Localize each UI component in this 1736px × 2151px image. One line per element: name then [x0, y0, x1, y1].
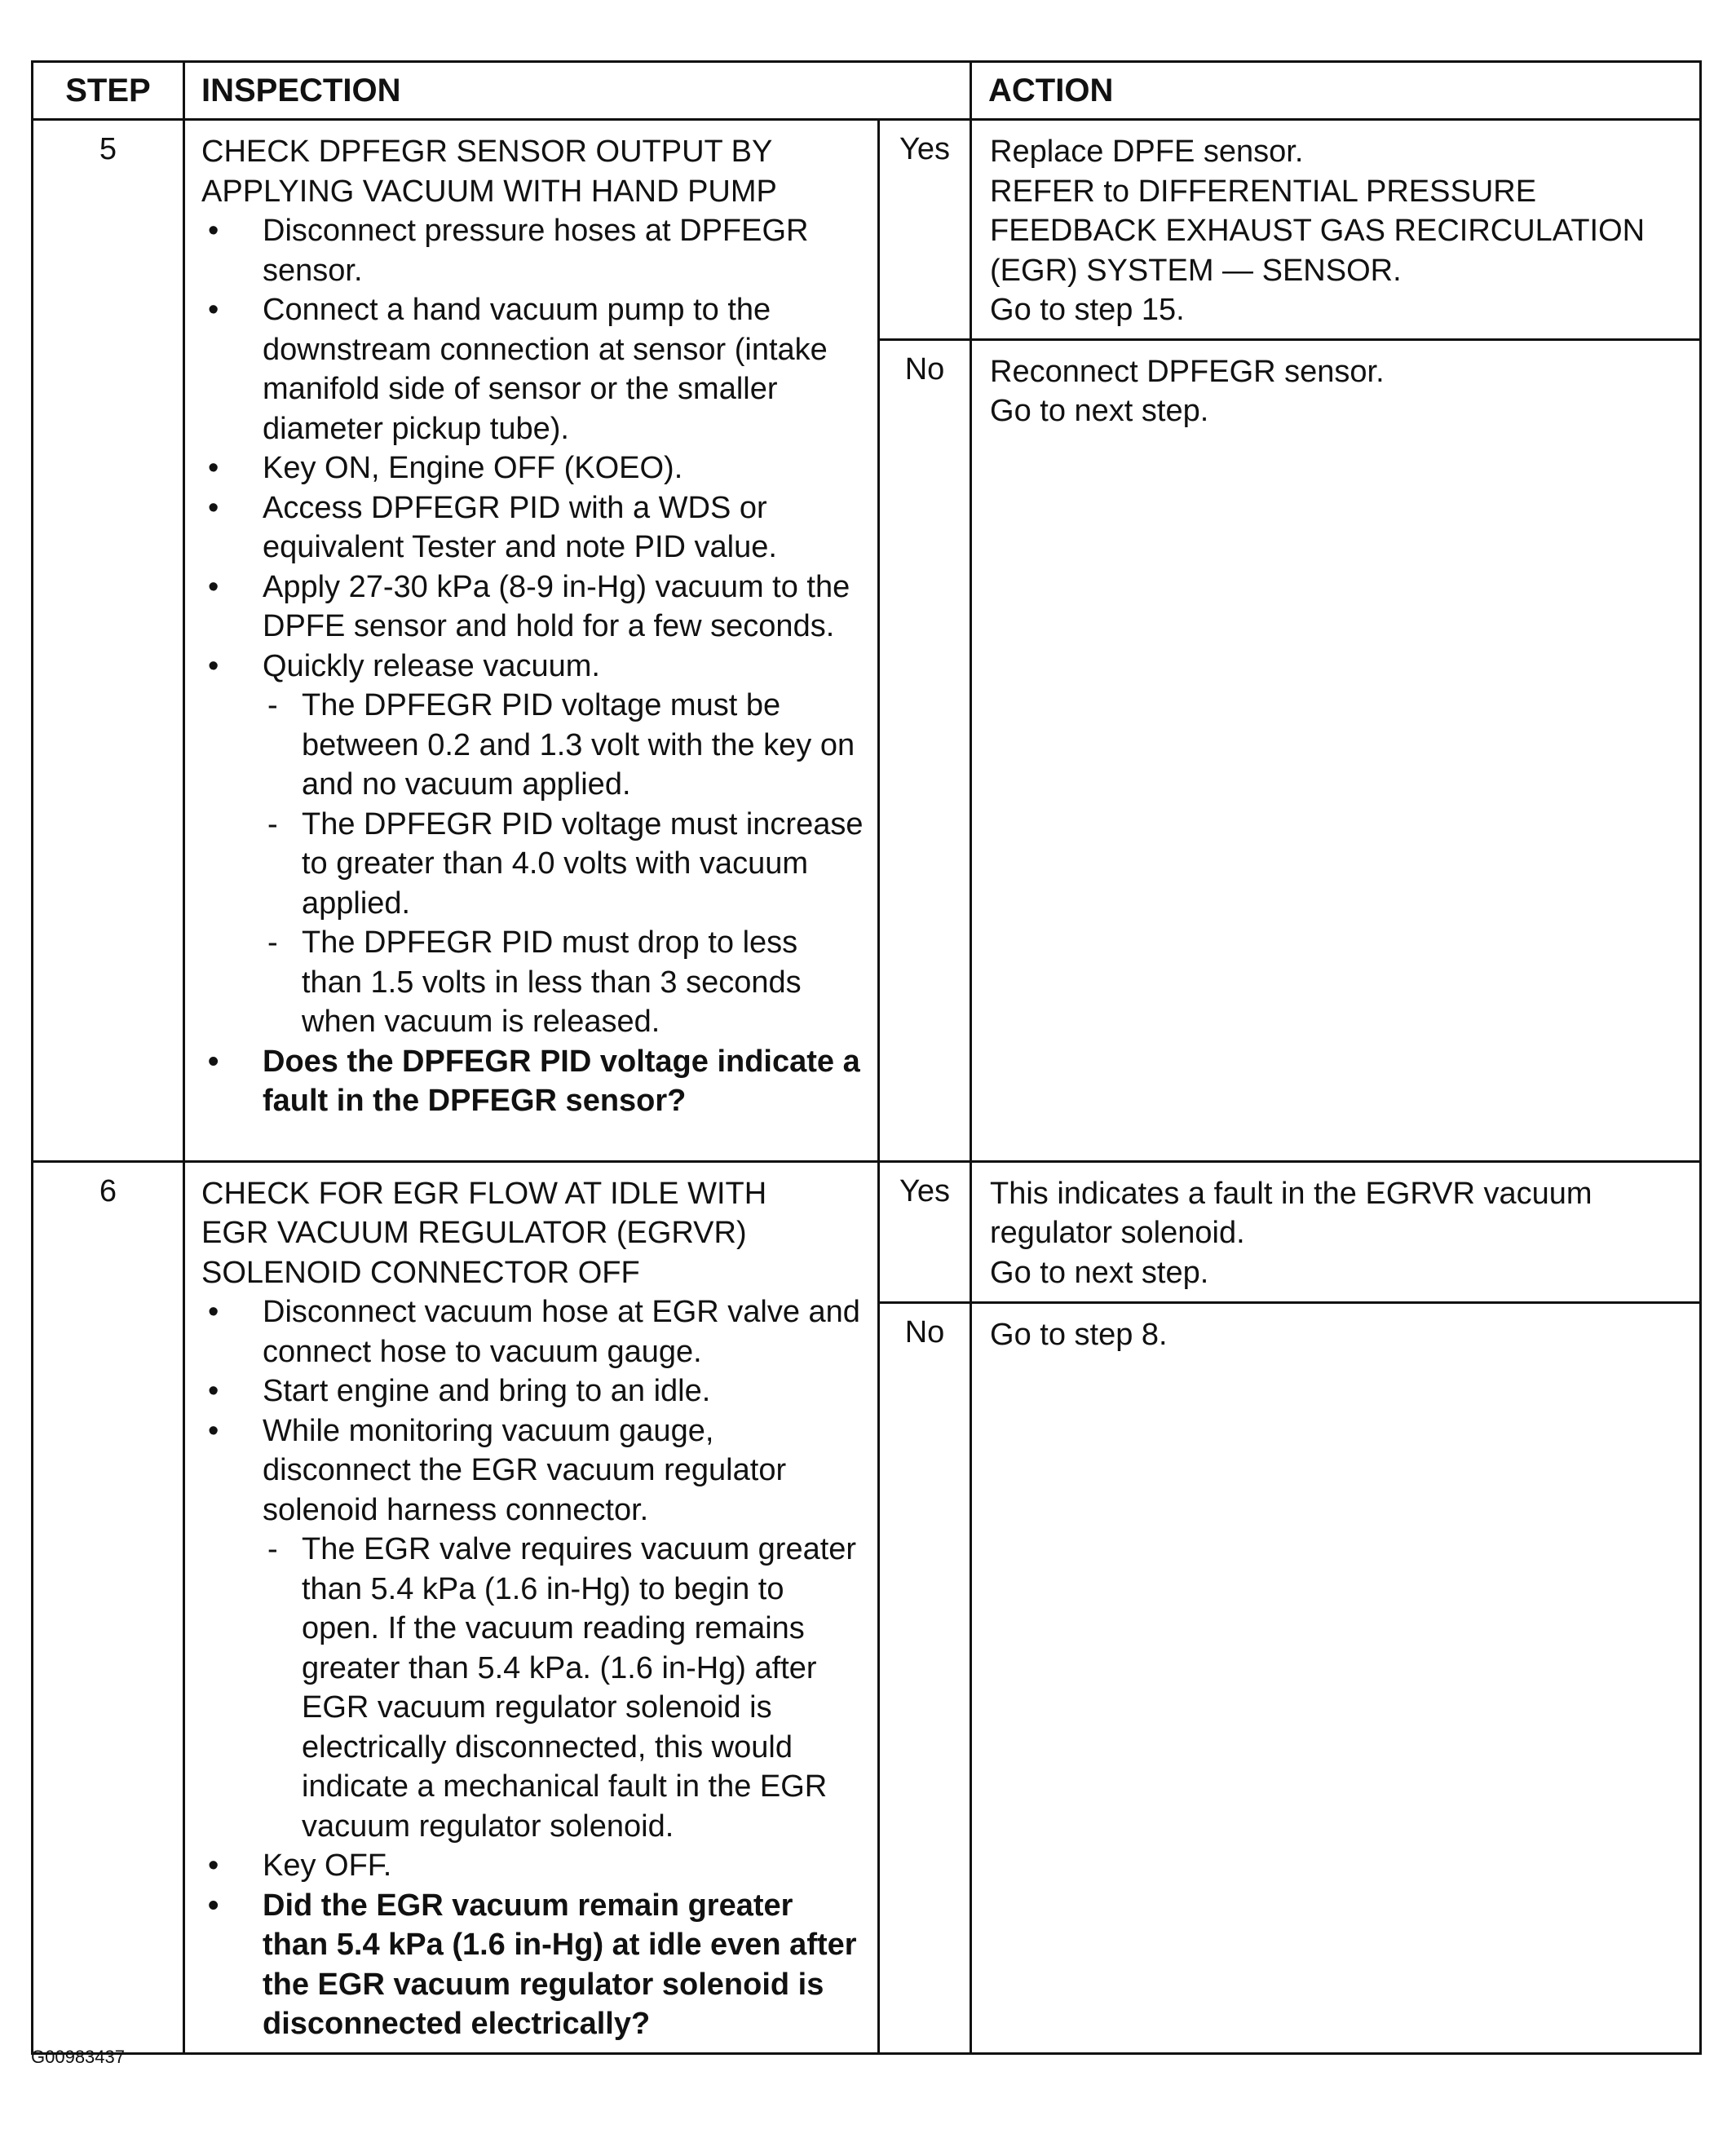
- action-line: Go to step 8.: [990, 1317, 1168, 1352]
- yes-label: Yes: [879, 120, 971, 340]
- yes-action: [971, 120, 1701, 340]
- bullet-item: [201, 1411, 866, 1847]
- inspection-question: • Does the DPFEGR PID voltage indicate a fault in the DPFEGR sensor?: [201, 1042, 866, 1121]
- sub-bullets: [263, 686, 866, 1042]
- action-line: Go to next step.: [990, 1255, 1209, 1290]
- bullet-text: While monitoring vacuum gauge, disconnect the EGR vacuum regulator solenoid harness connector.: [263, 1413, 787, 1527]
- action-line: Reconnect DPFEGR sensor.: [990, 354, 1385, 389]
- yes-label: Yes: [879, 1161, 971, 1302]
- sub-bullet-item: - The EGR valve requires vacuum greater than 5.4 kPa (1.6 in-Hg) to begin to open. If the vacuum reading remains greater than 5.4 kPa. (1.6 in-Hg) after EGR vacuum regulator solenoid is electrically disconnected, this would indicate a mechanical fault in the EGR vacuum regulator solenoid.: [263, 1530, 866, 1846]
- sub-bullet-item: - The DPFEGR PID must drop to less than 1.5 volts in less than 3 seconds when vacuum is released.: [263, 923, 866, 1042]
- bullet-item: • Key OFF.: [201, 1846, 866, 1886]
- table-header-row: [33, 62, 1701, 120]
- header-action: ACTION: [971, 62, 1701, 120]
- no-label: No: [879, 339, 971, 1161]
- no-action: [971, 339, 1701, 1161]
- action-line: REFER to DIFFERENTIAL PRESSURE FEEDBACK EXHAUST GAS RECIRCULATION (EGR) SYSTEM — SENSOR.: [990, 174, 1645, 288]
- bullet-item: [201, 647, 866, 1042]
- action-line: Replace DPFE sensor.: [990, 135, 1304, 169]
- bullet-item: • Connect a hand vacuum pump to the downstream connection at sensor (intake manifold side of sensor or the smaller diameter pickup tube).: [201, 290, 866, 448]
- no-label: No: [879, 1302, 971, 2053]
- no-action: [971, 1302, 1701, 2053]
- sub-bullet-item: - The DPFEGR PID voltage must be between 0.2 and 1.3 volt with the key on and no vacuum applied.: [263, 686, 866, 805]
- inspection-title: CHECK DPFEGR SENSOR OUTPUT BY APPLYING VACUUM WITH HAND PUMP: [201, 135, 777, 209]
- step-inspection: [184, 120, 879, 1162]
- sub-bullet-item: - The DPFEGR PID voltage must increase to greater than 4.0 volts with vacuum applied.: [263, 805, 866, 924]
- header-step: STEP: [33, 62, 184, 120]
- step-5-yes-row: [33, 120, 1701, 340]
- header-inspection: INSPECTION: [184, 62, 971, 120]
- step-inspection: [184, 1161, 879, 2053]
- diagnostic-table: [31, 60, 1702, 2055]
- step-number: 5: [33, 120, 184, 1162]
- step-number: 6: [33, 1161, 184, 2053]
- bullet-item: • Start engine and bring to an idle.: [201, 1371, 866, 1411]
- bullet-text: Quickly release vacuum.: [263, 648, 600, 683]
- action-line: Go to step 15.: [990, 293, 1185, 327]
- bullet-item: • Access DPFEGR PID with a WDS or equivalent Tester and note PID value.: [201, 488, 866, 568]
- figure-code: G00983437: [31, 2047, 125, 2067]
- inspection-bullets: [201, 1292, 866, 2044]
- inspection-question: • Did the EGR vacuum remain greater than 5.4 kPa (1.6 in-Hg) at idle even after the EGR vacuum regulator solenoid is disconnected electrically?: [201, 1886, 866, 2044]
- action-line: This indicates a fault in the EGRVR vacuum regulator solenoid.: [990, 1176, 1592, 1250]
- sub-bullets: [263, 1530, 866, 1846]
- bullet-item: • Key ON, Engine OFF (KOEO).: [201, 448, 866, 488]
- yes-action: [971, 1161, 1701, 1302]
- action-line: Go to next step.: [990, 394, 1209, 428]
- bullet-item: • Apply 27-30 kPa (8-9 in-Hg) vacuum to the DPFE sensor and hold for a few seconds.: [201, 568, 866, 647]
- bullet-item: • Disconnect pressure hoses at DPFEGR sensor.: [201, 211, 866, 290]
- inspection-bullets: [201, 211, 866, 1121]
- step-6-yes-row: [33, 1161, 1701, 1302]
- bullet-item: • Disconnect vacuum hose at EGR valve and connect hose to vacuum gauge.: [201, 1292, 866, 1371]
- inspection-title: CHECK FOR EGR FLOW AT IDLE WITH EGR VACUUM REGULATOR (EGRVR) SOLENOID CONNECTOR OFF: [201, 1176, 767, 1290]
